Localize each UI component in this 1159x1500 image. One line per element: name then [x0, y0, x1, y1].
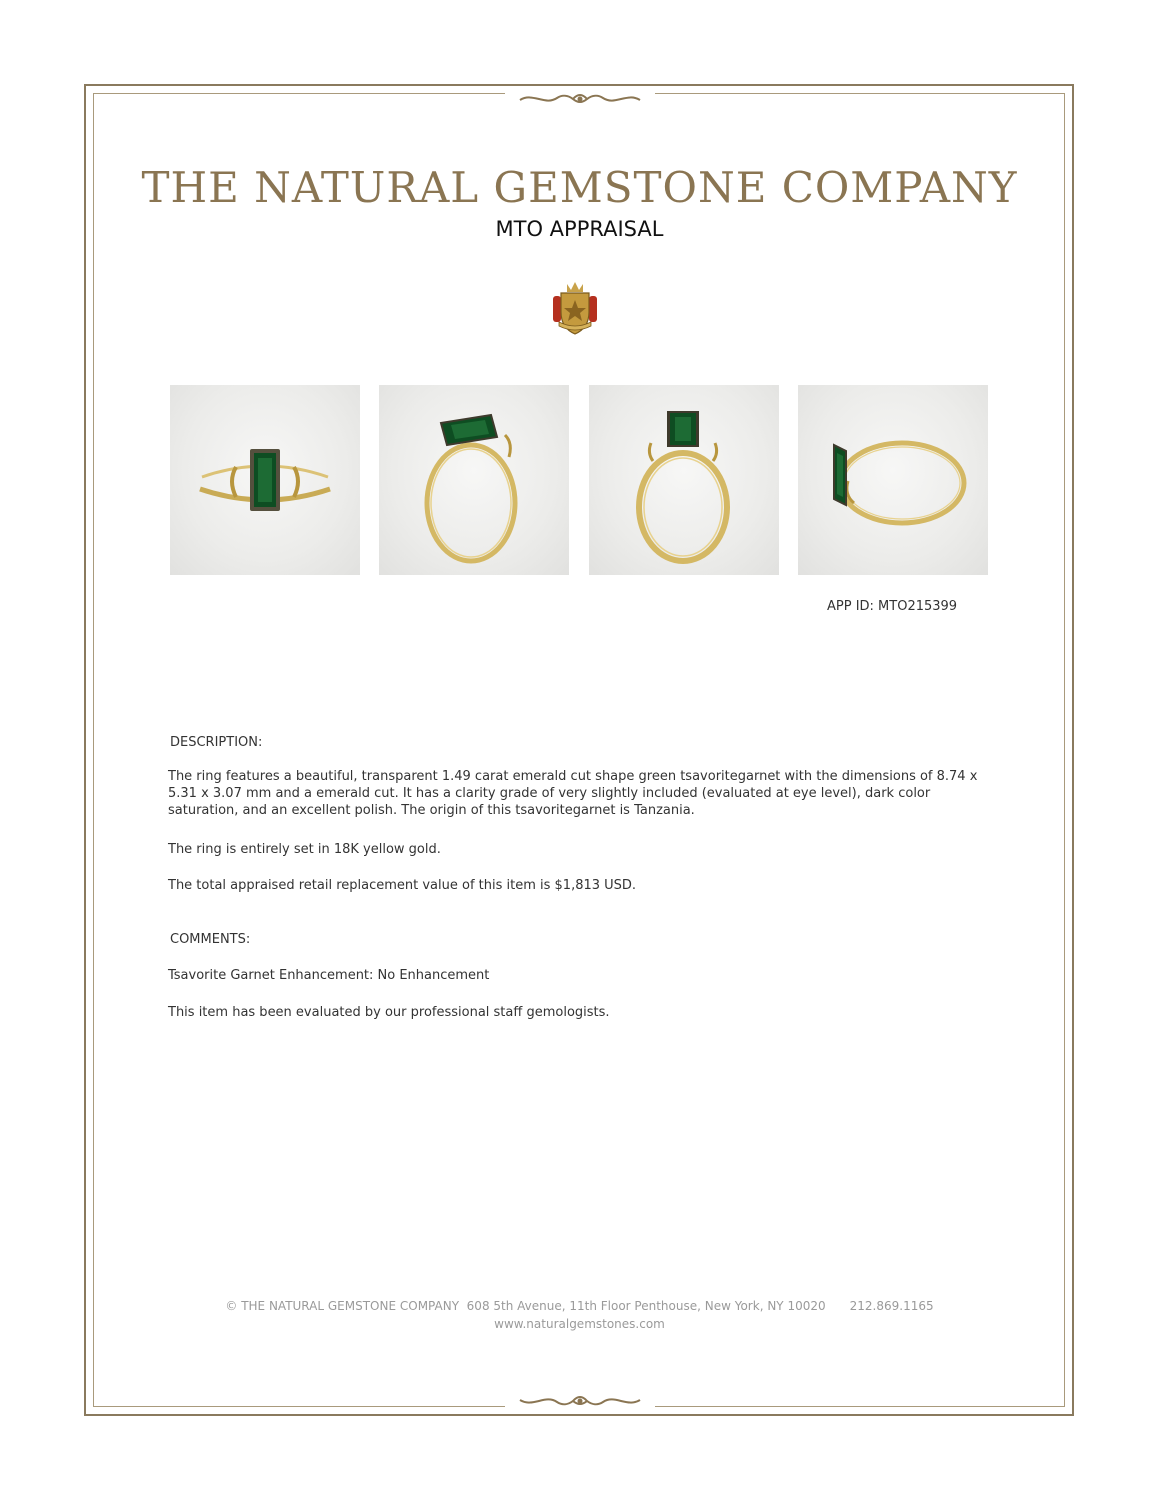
- description-label: DESCRIPTION:: [170, 735, 263, 750]
- comments-paragraph: This item has been evaluated by our professional staff gemologists.: [168, 1005, 610, 1020]
- comments-label: COMMENTS:: [170, 932, 251, 947]
- footer-phone: 212.869.1165: [849, 1299, 934, 1313]
- footer-copyright: © THE NATURAL GEMSTONE COMPANY: [225, 1299, 460, 1313]
- description-paragraph: The total appraised retail replacement value of this item is $1,813 USD.: [168, 878, 637, 893]
- ring-angled-view-image: [379, 385, 569, 575]
- description-paragraph: The ring features a beautiful, transparent 1.49 carat emerald cut shape green tsavoritegarnet with the dimensions of 8.74 x 5.31 x 3.07 mm and a emerald cut. It has a clarity grade of very slightly included (evaluated at eye level), dark color saturation, and an excellent polish. The origin of this tsavoritegarnet is Tanzania.: [168, 769, 978, 818]
- company-title: THE NATURAL GEMSTONE COMPANY: [141, 163, 1018, 212]
- footer-website: www.naturalgemstones.com: [494, 1317, 665, 1331]
- ring-front-view-image: [589, 385, 779, 575]
- flourish-ornament-top-icon: [505, 88, 655, 110]
- company-crest-logo-icon: [545, 278, 605, 338]
- ring-top-view-image: [170, 385, 360, 575]
- description-paragraph: The ring is entirely set in 18K yellow gold.: [168, 842, 441, 857]
- flourish-ornament-bottom-icon: [505, 1390, 655, 1412]
- appraisal-id: APP ID: MTO215399: [827, 599, 958, 614]
- comments-paragraph: Tsavorite Garnet Enhancement: No Enhancement: [168, 968, 490, 983]
- document-subtitle: MTO APPRAISAL: [495, 217, 664, 241]
- footer-contact-line: [0, 1299, 1159, 1313]
- footer-address: 608 5th Avenue, 11th Floor Penthouse, New York, NY 10020: [466, 1299, 826, 1313]
- ring-side-view-image: [798, 385, 988, 575]
